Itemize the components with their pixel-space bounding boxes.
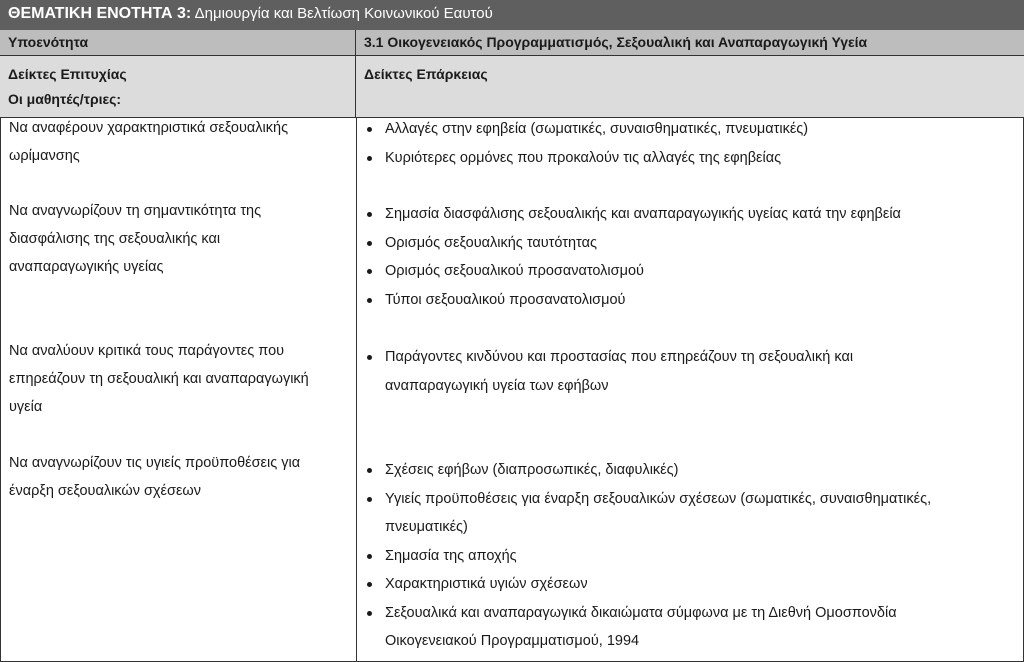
success-indicator: [9, 337, 349, 421]
list-item: Χαρακτηριστικά υγιών σχέσεων: [357, 570, 1017, 599]
list-item-line: αναπαραγωγική υγεία των εφήβων: [385, 377, 609, 394]
success-indicator: [9, 197, 349, 281]
adequacy-list: [357, 343, 1017, 400]
adequacy-indicators-label: Δείκτες Επάρκειας: [364, 66, 488, 82]
list-item: Τύποι σεξουαλικού προσανατολισμού: [357, 286, 1017, 315]
unit-title-number: ΘΕΜΑΤΙΚΗ ΕΝΟΤΗΤΑ 3:: [8, 5, 192, 22]
subunit-label: Υποενότητα: [0, 30, 356, 55]
list-item-line: Υγιείς προϋποθέσεις για έναρξη σεξουαλικών σχέσεων (σωματικές, συναισθηματικές,: [385, 490, 932, 507]
success-indicator: [9, 114, 349, 170]
success-indicator-line: Να αναλύουν κριτικά τους παράγοντες που: [9, 343, 285, 359]
students-label: Οι μαθητές/τριες:: [8, 91, 122, 107]
list-item: [357, 343, 1017, 400]
unit-title-text: Δημιουργία και Βελτίωση Κοινωνικού Εαυτού: [191, 5, 493, 22]
success-indicator: [9, 449, 349, 505]
success-indicator-line: Να αναφέρουν χαρακτηριστικά σεξουαλικής: [9, 120, 289, 136]
success-indicator-line: υγεία: [9, 399, 43, 415]
success-indicator-line: Να αναγνωρίζουν τη σημαντικότητα της: [9, 203, 262, 219]
subunit-row: [0, 30, 1024, 56]
list-item-line: Σεξουαλικά και αναπαραγωγικά δικαιώματα σύμφωνα με τη Διεθνή Ομοσπονδία: [385, 604, 897, 621]
success-indicators-header: [0, 56, 356, 117]
list-item: [357, 599, 1017, 656]
adequacy-indicators-header: [356, 56, 1024, 117]
success-indicators-column: [1, 118, 357, 661]
unit-title-bar: [0, 0, 1024, 30]
list-item: Σημασία διασφάλισης σεξουαλικής και αναπαραγωγικής υγείας κατά την εφηβεία: [357, 200, 1017, 229]
list-item: Σημασία της αποχής: [357, 542, 1017, 571]
list-item: Κυριότερες ορμόνες που προκαλούν τις αλλαγές της εφηβείας: [357, 144, 1017, 173]
success-indicator-line: Να αναγνωρίζουν τις υγιείς προϋποθέσεις για: [9, 455, 301, 471]
list-item-line: Παράγοντες κινδύνου και προστασίας που επηρεάζουν τη σεξουαλική και: [385, 349, 854, 365]
adequacy-list: [357, 200, 1017, 314]
list-item: [357, 485, 1017, 542]
success-indicator-line: ωρίμανσης: [9, 148, 80, 164]
success-indicators-label: Δείκτες Επιτυχίας: [8, 66, 127, 82]
success-indicator-line: επηρεάζουν τη σεξουαλική και αναπαραγωγική: [9, 371, 309, 387]
adequacy-list: [357, 456, 1017, 656]
list-item: Αλλαγές στην εφηβεία (σωματικές, συναισθηματικές, πνευματικές): [357, 115, 1017, 144]
list-item: Ορισμός σεξουαλικής ταυτότητας: [357, 229, 1017, 258]
list-item: Σχέσεις εφήβων (διαπροσωπικές, διαφυλικές): [357, 456, 1017, 485]
success-indicator-line: έναρξη σεξουαλικών σχέσεων: [9, 483, 201, 499]
indicators-header-row: [0, 56, 1024, 118]
adequacy-indicators-column: [357, 118, 1024, 661]
list-item-line: Οικογενειακού Προγραμματισμού, 1994: [385, 633, 640, 649]
adequacy-list: [357, 115, 1017, 172]
list-item-line: πνευματικές): [385, 519, 468, 535]
list-item: Ορισμός σεξουαλικού προσανατολισμού: [357, 257, 1017, 286]
subunit-value: 3.1 Οικογενειακός Προγραμματισμός, Σεξουαλική και Αναπαραγωγική Υγεία: [364, 34, 868, 50]
success-indicator-line: διασφάλισης της σεξουαλικής και: [9, 231, 221, 247]
indicators-body-row: [0, 118, 1024, 662]
success-indicator-line: αναπαραγωγικής υγείας: [9, 259, 164, 275]
